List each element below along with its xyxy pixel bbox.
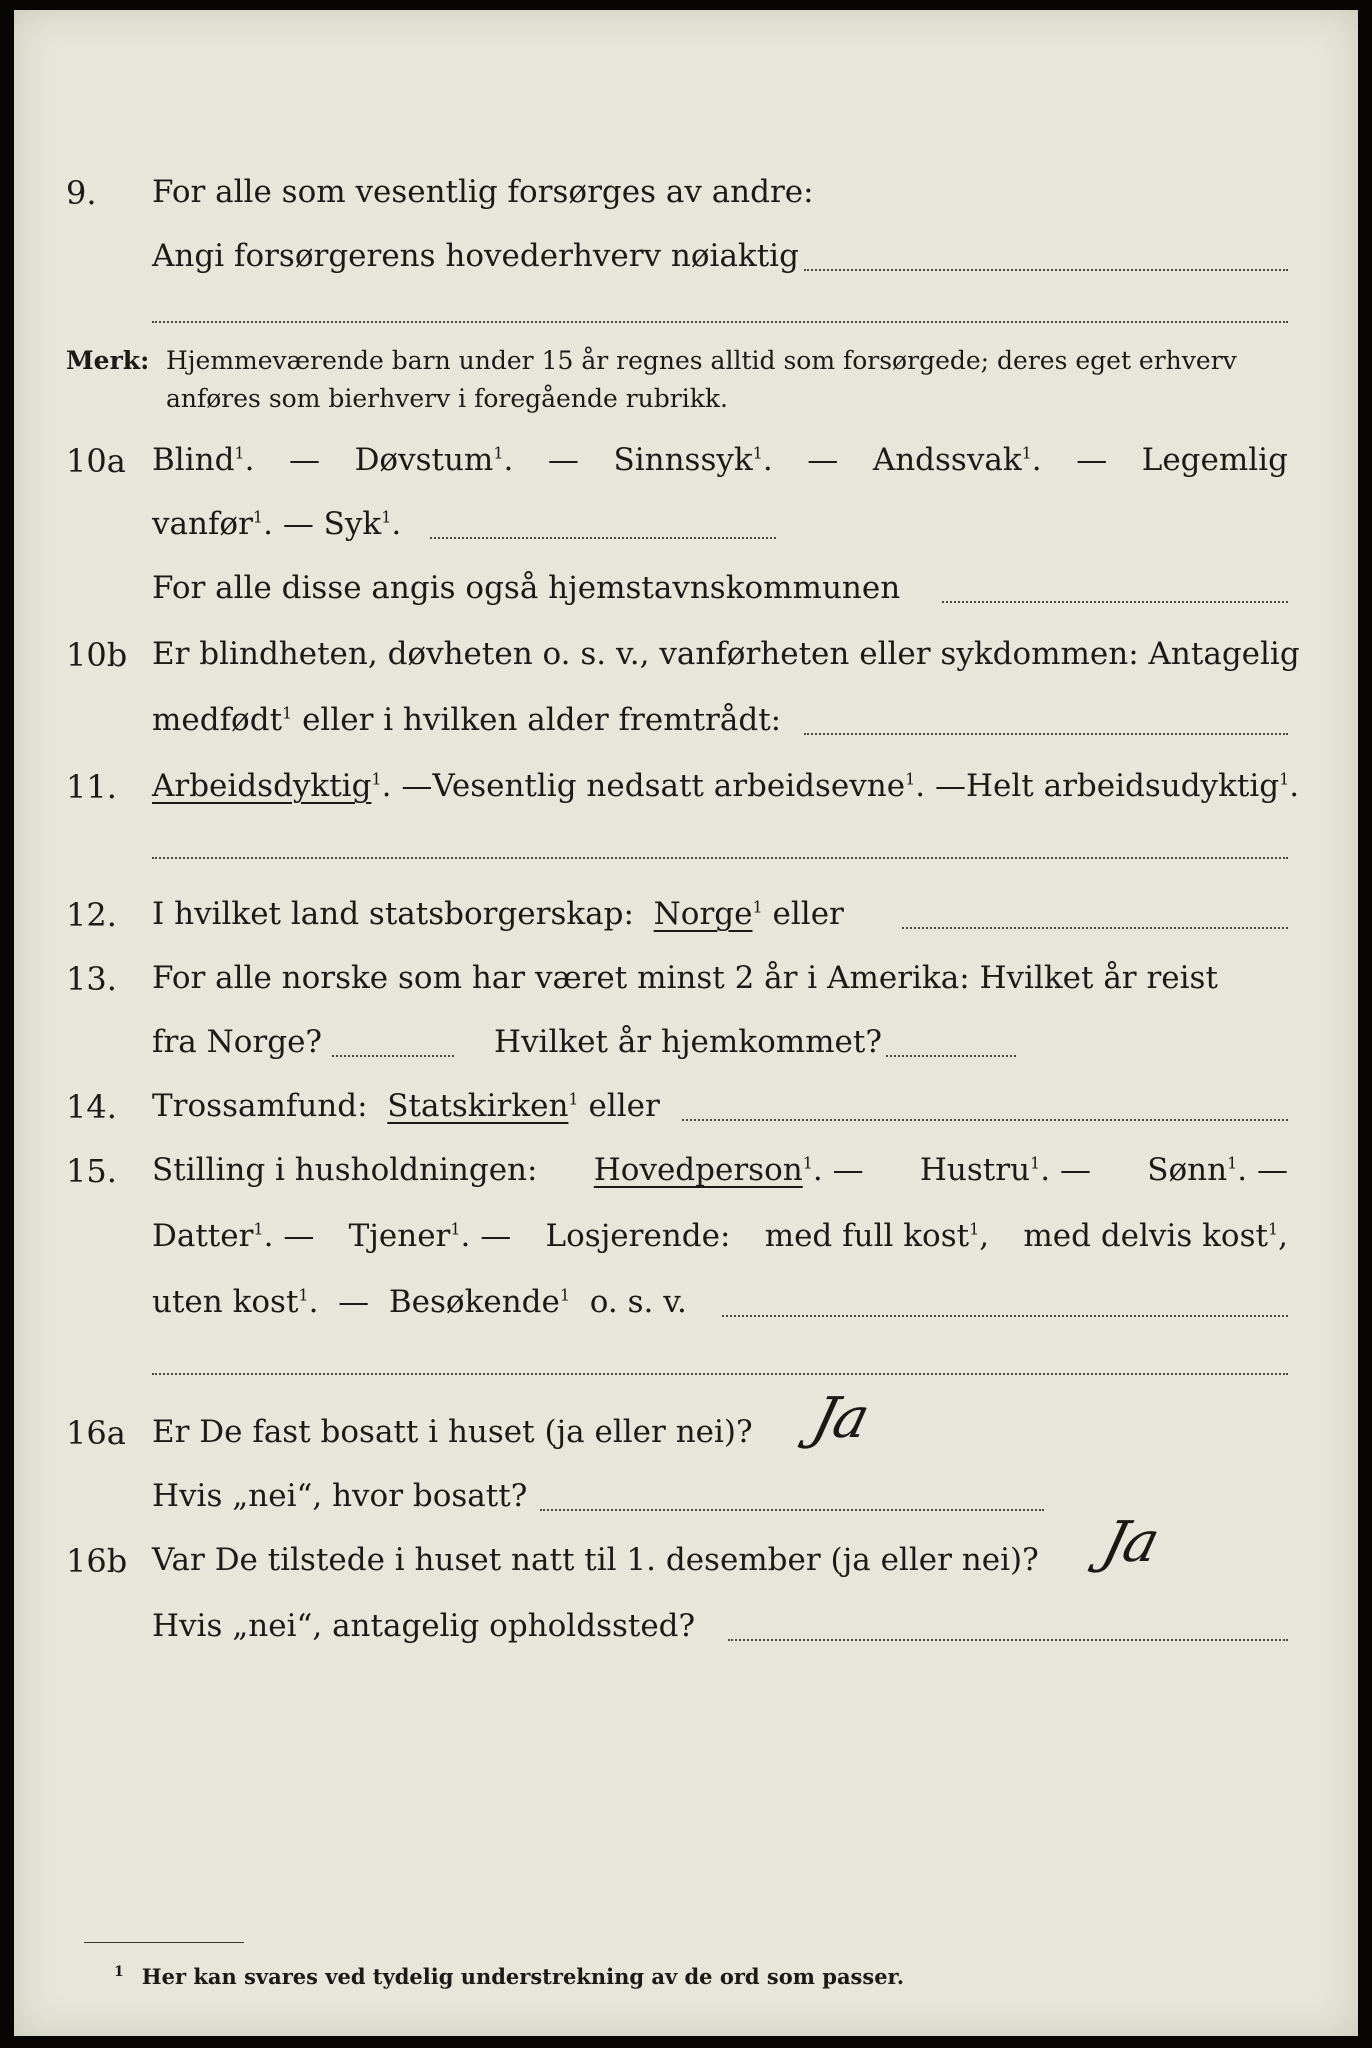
option-arbeidsdyktig[interactable]: Arbeidsdyktig <box>152 768 372 804</box>
note-label: Merk: <box>66 346 150 375</box>
question-10b <box>14 630 1358 686</box>
question-number: 16b <box>66 1542 128 1580</box>
option-hustru[interactable]: Hustru <box>919 1152 1031 1188</box>
question-text: Er De fast bosatt i huset (ja eller nei)? <box>152 1414 753 1450</box>
answer-field-reist[interactable] <box>332 1054 454 1057</box>
question-text: Stilling i husholdningen: Hovedperson$^1$. — Hustru$^1$. — Sønn$^1$. — <box>152 1152 1288 1188</box>
answer-field[interactable] <box>728 1638 1288 1641</box>
question-text: Trossamfund: Statskirken$^1$ eller <box>152 1088 660 1124</box>
answer-field[interactable] <box>942 600 1288 603</box>
question-12 <box>14 890 1358 946</box>
answer-field[interactable] <box>152 856 1288 859</box>
answer-field-hjemkommet[interactable] <box>886 1054 1016 1057</box>
question-10a-line-3 <box>14 564 1358 620</box>
question-10b-line-2 <box>14 696 1358 752</box>
question-text: uten kost$^1$. — Besøkende$^1$ o. s. v. <box>152 1284 687 1320</box>
question-9-line-2 <box>14 232 1358 288</box>
question-text: Hvis „nei“, hvor bosatt? <box>152 1478 528 1514</box>
option-hovedperson[interactable]: Hovedperson <box>593 1152 803 1188</box>
option-dovstum[interactable]: Døvstum <box>354 442 494 478</box>
footnote-rule <box>84 1942 244 1943</box>
question-text: fra Norge? <box>152 1024 323 1060</box>
option-norge[interactable]: Norge <box>653 896 753 932</box>
question-10a <box>14 436 1358 492</box>
option-udyktig[interactable]: Helt arbeidsudyktig <box>965 768 1280 804</box>
answer-field[interactable] <box>540 1508 1044 1511</box>
option-besokende[interactable]: Besøkende <box>388 1284 560 1320</box>
question-text: Hvilket år hjemkommet? <box>494 1024 882 1060</box>
question-number: 14. <box>66 1088 117 1126</box>
footnote-mark: 1 <box>114 1964 124 1980</box>
note-line: anføres som bierhverv i foregående rubrikk. <box>166 384 728 413</box>
option-tjener[interactable]: Tjener <box>348 1218 451 1254</box>
question-text: For alle som vesentlig forsørges av andre: <box>152 174 814 210</box>
answer-field[interactable] <box>902 926 1288 929</box>
option-legemlig[interactable]: Legemlig <box>1141 442 1288 478</box>
option-sonn[interactable]: Sønn <box>1147 1152 1228 1188</box>
question-16b-line-2 <box>14 1602 1358 1658</box>
option-datter[interactable]: Datter <box>152 1218 254 1254</box>
option-medfodt[interactable]: medfødt <box>152 702 283 738</box>
question-text: I hvilket land statsborgerskap: Norge$^1$ eller <box>152 896 844 932</box>
question-number: 13. <box>66 960 117 998</box>
question-text: Er blindheten, døvheten o. s. v., vanførheten eller sykdommen: Antagelig <box>152 636 1300 672</box>
option-statskirken[interactable]: Statskirken <box>387 1088 569 1124</box>
question-15-line-3 <box>14 1278 1358 1334</box>
question-text: Datter$^1$. — Tjener$^1$. — Losjerende: med full kost$^1$, med delvis kost$^1$, <box>152 1218 1288 1254</box>
question-text: Var De tilstede i huset natt til 1. desember (ja eller nei)? <box>152 1542 1039 1578</box>
question-number: 10b <box>66 636 128 674</box>
question-number: 9. <box>66 174 97 212</box>
answer-field[interactable] <box>682 1118 1288 1121</box>
option-andssvak[interactable]: Andssvak <box>872 442 1022 478</box>
question-13-line-2 <box>14 1018 1358 1074</box>
answer-field[interactable] <box>152 320 1288 323</box>
option-blind[interactable]: Blind <box>152 442 235 478</box>
question-text: For alle disse angis også hjemstavnskommunen <box>152 570 901 606</box>
question-16b <box>14 1536 1358 1592</box>
question-14 <box>14 1082 1358 1138</box>
answer-field[interactable] <box>722 1314 1288 1317</box>
option-full-kost[interactable]: med full kost <box>764 1218 970 1254</box>
footnote-text: Her kan svares ved tydelig understrekning av de ord som passer. <box>141 1964 905 1989</box>
footnote <box>114 1964 904 1989</box>
question-number: 15. <box>66 1152 117 1190</box>
note-line: Hjemmeværende barn under 15 år regnes alltid som forsørgede; deres eget erhverv <box>166 346 1237 375</box>
question-text: vanfør$^1$. — Syk$^1$. <box>152 506 402 542</box>
answer-field[interactable] <box>804 268 1288 271</box>
question-number: 16a <box>66 1414 126 1452</box>
question-10a-line-2 <box>14 500 1358 556</box>
question-11 <box>14 762 1358 818</box>
question-number: 12. <box>66 896 117 934</box>
question-text: Blind$^1$. — Døvstum$^1$. — Sinnssyk$^1$. — Andssvak$^1$. — Legemlig <box>152 442 1288 478</box>
question-15 <box>14 1146 1358 1202</box>
question-16a <box>14 1408 1358 1464</box>
handwritten-answer-16b: Ja <box>1095 1510 1164 1575</box>
answer-field[interactable] <box>430 536 776 539</box>
option-sinnssyk[interactable]: Sinnssyk <box>613 442 753 478</box>
question-number: 10a <box>66 442 126 480</box>
question-text: Hvis „nei“, antagelig opholdssted? <box>152 1608 696 1644</box>
option-syk[interactable]: Syk <box>323 506 382 542</box>
answer-field[interactable] <box>152 1372 1288 1375</box>
question-13 <box>14 954 1358 1010</box>
question-15-line-2 <box>14 1212 1358 1268</box>
question-text: For alle norske som har været minst 2 år i Amerika: Hvilket år reist <box>152 960 1218 996</box>
census-form-page <box>14 10 1358 2036</box>
question-text: Angi forsørgerens hovederhverv nøiaktig <box>152 238 799 274</box>
handwritten-answer-16a: Ja <box>805 1386 874 1451</box>
option-vanfor[interactable]: vanfør <box>152 506 253 542</box>
question-number: 11. <box>66 768 117 806</box>
option-nedsatt[interactable]: Vesentlig nedsatt arbeidsevne <box>432 768 906 804</box>
option-uten-kost[interactable]: uten kost <box>152 1284 299 1320</box>
question-text: medfødt$^1$ eller i hvilken alder fremtrådt: <box>152 702 782 738</box>
question-9 <box>14 168 1358 224</box>
question-text: Arbeidsdyktig$^1$. — Vesentlig nedsatt arbeidsevne$^1$. — Helt arbeidsudyktig$^1$. <box>152 768 1300 804</box>
option-delvis-kost[interactable]: med delvis kost <box>1023 1218 1268 1254</box>
answer-field[interactable] <box>804 732 1288 735</box>
